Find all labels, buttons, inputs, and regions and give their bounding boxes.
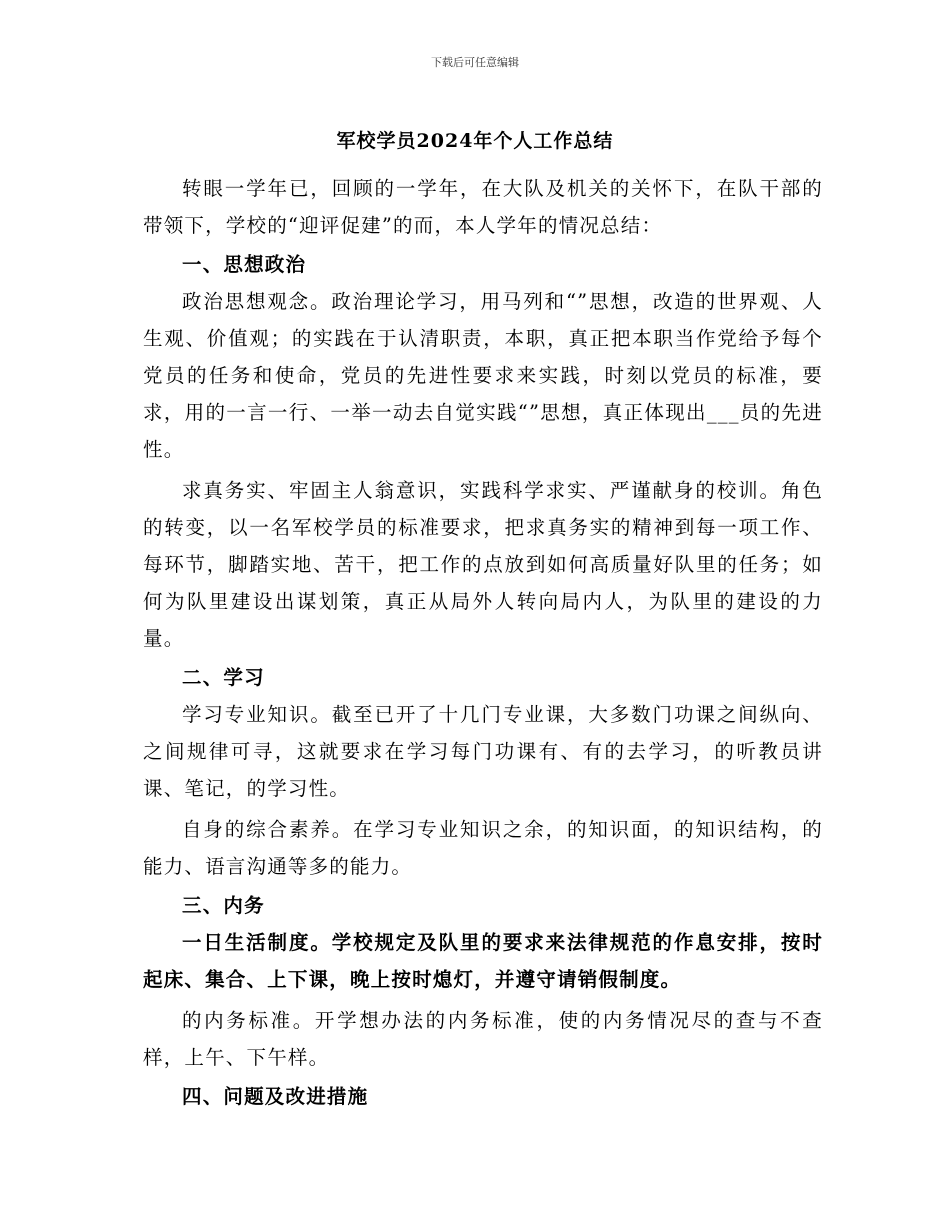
paragraph-housekeeping-1: 一日生活制度。学校规定及队里的要求来法律规范的作息安排，按时起床、集合、上下课，晚上按时熄灯，并遵守请销假制度。 — [143, 931, 823, 991]
document-body — [143, 170, 823, 1115]
header-note: 下载后可任意编辑 — [431, 56, 519, 69]
section-heading-politics: 一、思想政治 — [182, 253, 307, 276]
paragraph-politics-1: 政治思想观念。政治理论学习，用马列和“”思想，改造的世界观、人生观、价值观；的实践在于认清职责，本职，真正把本职当作党给予每个党员的任务和使命，党员的先进性要求来实践，时刻以党员的标准，要求，用的一言一行、一举一动去自觉实践“”思想，真正体现出___员的先进性。 — [143, 290, 823, 461]
document-title: 军校学员2024年个人工作总结 — [336, 130, 614, 152]
section-heading-issues: 四、问题及改进措施 — [182, 1085, 369, 1108]
section-heading-housekeeping: 三、内务 — [182, 894, 265, 917]
paragraph-politics-2: 求真务实、牢固主人翁意识，实践科学求实、严谨献身的校训。角色的转变，以一名军校学员的标准要求，把求真务实的精神到每一项工作、每环节，脚踏实地、苦干，把工作的点放到如何高质量好队里的任务；如何为队里建设出谋划策，真正从局外人转向局内人，为队里的建设的力量。 — [143, 479, 823, 650]
paragraph-housekeeping-2: 的内务标准。开学想办法的内务标准，使的内务情况尽的查与不查样，上午、下午样。 — [143, 1009, 823, 1069]
paragraph-study-2: 自身的综合素养。在学习专业知识之余，的知识面，的知识结构，的能力、语言沟通等多的能力。 — [143, 818, 823, 878]
section-heading-study: 二、学习 — [182, 666, 265, 689]
paragraph-intro: 转眼一学年已，回顾的一学年，在大队及机关的关怀下，在队干部的带领下，学校的“迎评促建”的而，本人学年的情况总结： — [143, 177, 823, 237]
paragraph-study-1: 学习专业知识。截至已开了十几门专业课，大多数门功课之间纵向、之间规律可寻，这就要求在学习每门功课有、有的去学习，的听教员讲课、笔记，的学习性。 — [143, 703, 823, 800]
